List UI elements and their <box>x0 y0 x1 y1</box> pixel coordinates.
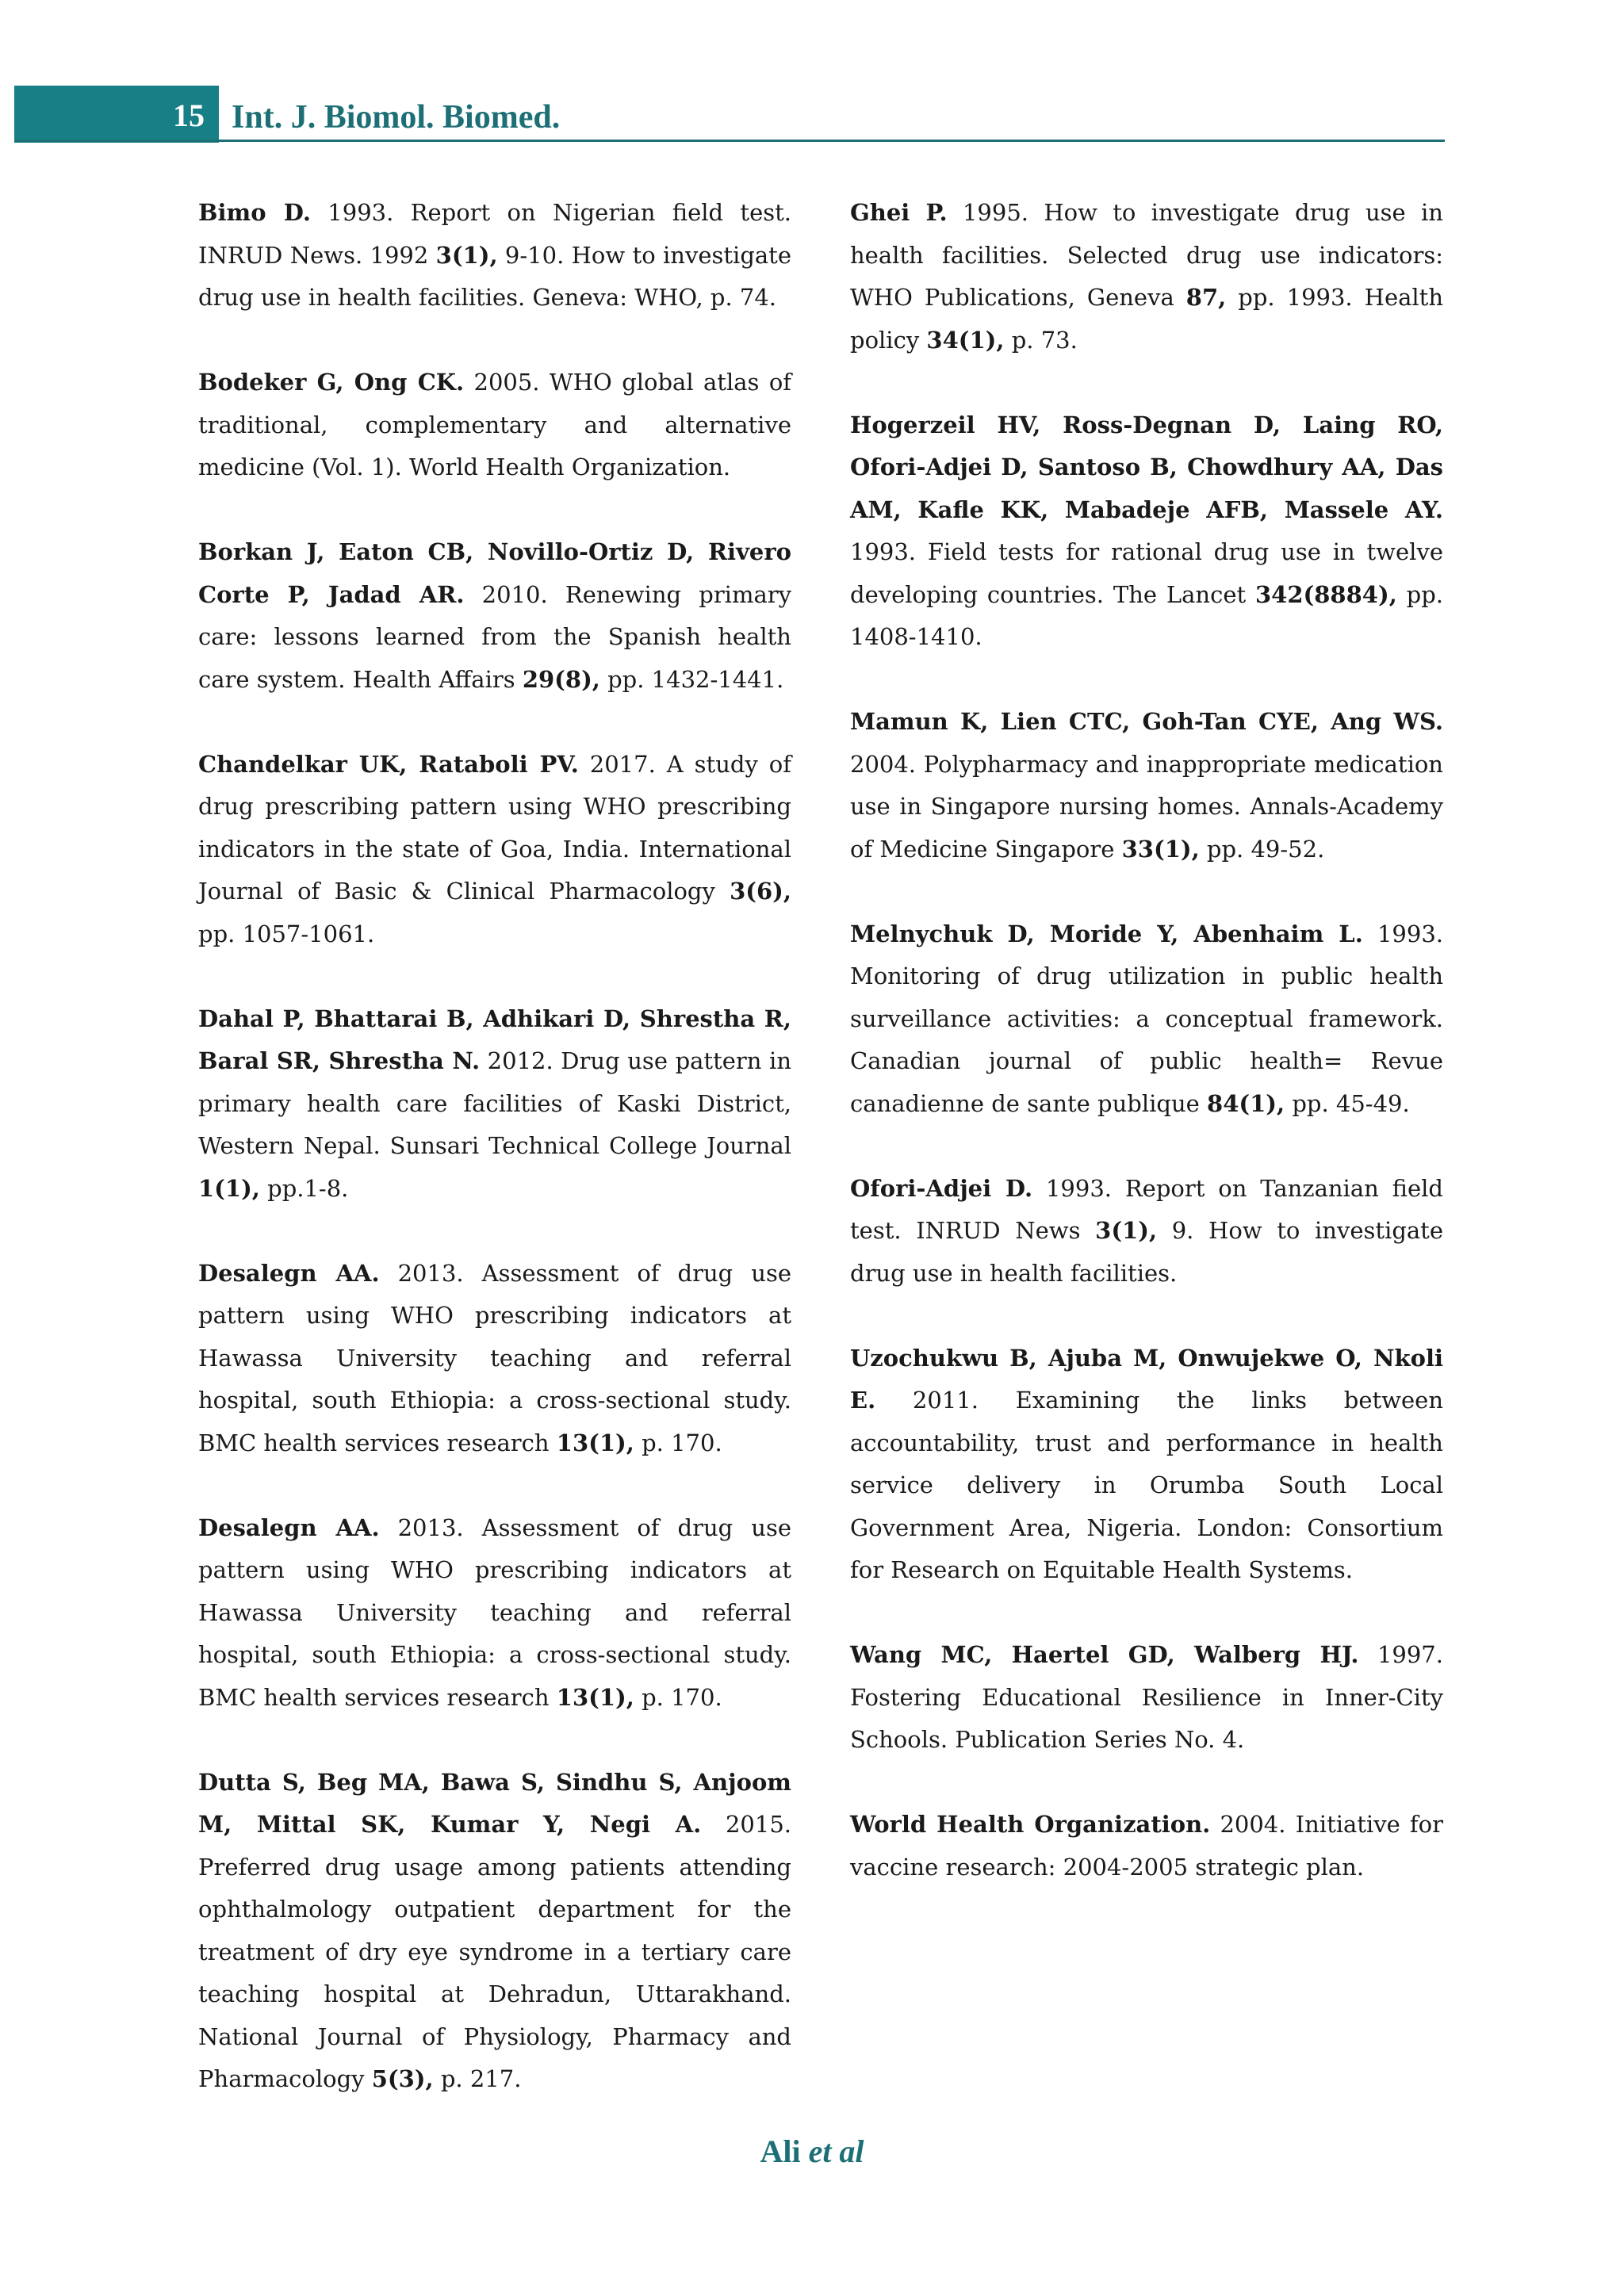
reference-text-continued: pp. 1993. Health policy <box>850 284 1444 354</box>
reference-entry <box>198 1507 791 1720</box>
reference-volume: 3(1), <box>435 241 498 269</box>
reference-text: 2013. Assessment of drug use pattern using WHO prescribing indicators at Hawassa University teaching and referral hospital, south Ethiopia: a cross-sectional study. BMC health services research <box>198 1259 791 1456</box>
reference-volume: 1(1), <box>198 1174 260 1202</box>
reference-text: 1993. Report on Nigerian field test. INRUD News. 1992 <box>198 199 791 269</box>
reference-authors: Melnychuk D, Moride Y, Abenhaim L. <box>850 920 1363 947</box>
reference-authors: Uzochukwu B, Ajuba M, Onwujekwe O, Nkoli E. <box>850 1344 1443 1414</box>
reference-authors: Bimo D. <box>198 199 311 226</box>
reference-entry <box>850 913 1443 1126</box>
reference-entry <box>198 192 791 320</box>
reference-pages: pp. 1408-1410. <box>850 580 1443 650</box>
reference-text: 2012. Drug use pattern in primary health care facilities of Kaski District, Western Nepal. Sunsari Technical College Journal <box>198 1047 791 1159</box>
reference-pages: p. 217. <box>433 2065 522 2092</box>
reference-authors: Desalegn AA. <box>198 1513 380 1541</box>
reference-authors: Ofori-Adjei D. <box>850 1174 1033 1202</box>
reference-authors: Hogerzeil HV, Ross-Degnan D, Laing RO, Ofori-Adjei D, Santoso B, Chowdhury AA, Das AM, Kafle KK, Mabadeje AFB, Massele AY. <box>850 411 1443 523</box>
page-number: 15 <box>173 98 205 133</box>
reference-authors: Dutta S, Beg MA, Bawa S, Sindhu S, Anjoom M, Mittal SK, Kumar Y, Negi A. <box>198 1768 791 1838</box>
reference-text: 2011. Examining the links between accountability, trust and performance in health service delivery in Orumba South Local Government Area, Nigeria. London: Consortium for Research on Equitable Health Systems. <box>850 1387 1443 1583</box>
reference-text: 2005. WHO global atlas of traditional, complementary and alternative medicine (Vol. 1). World Health Organization. <box>198 369 792 480</box>
reference-text: 2015. Preferred drug usage among patients attending ophthalmology outpatient department for the treatment of dry eye syndrome in a tertiary care teaching hospital at Dehradun, Uttarakhand. National Journal of Physiology, Pharmacy and Pharmacology <box>198 1811 791 2092</box>
reference-text: 2004. Polypharmacy and inappropriate medication use in Singapore nursing homes. Annals-Academy of Medicine Singapore <box>850 750 1443 863</box>
reference-volume: 3(1), <box>1095 1217 1158 1244</box>
reference-authors: Borkan J, Eaton CB, Novillo-Ortiz D, Rivero Corte P, Jadad AR. <box>198 538 791 608</box>
reference-volume: 29(8), <box>522 665 600 693</box>
reference-authors: Chandelkar UK, Rataboli PV. <box>198 750 579 778</box>
reference-volume: 5(3), <box>371 2065 434 2092</box>
reference-authors: Desalegn AA. <box>198 1259 380 1287</box>
reference-text: 2013. Assessment of drug use pattern using WHO prescribing indicators at Hawassa University teaching and referral hospital, south Ethiopia: a cross-sectional study. BMC health services research <box>198 1513 791 1711</box>
reference-pages: p. 170. <box>634 1683 722 1711</box>
reference-text: 2017. A study of drug prescribing pattern using WHO prescribing indicators in the state of Goa, India. International Journal of Basic & Clinical Pharmacology <box>198 750 791 905</box>
footer-author <box>0 2133 1624 2170</box>
journal-title: Int. J. Biomol. Biomed. <box>232 99 561 136</box>
reference-text: 2004. Initiative for vaccine research: 2004-2005 strategic plan. <box>850 1811 1443 1881</box>
reference-pages: 9. How to investigate drug use in health facilities. <box>850 1217 1443 1287</box>
reference-entry <box>198 998 791 1211</box>
reference-entry <box>198 1253 791 1465</box>
reference-entry <box>198 531 791 701</box>
reference-pages: p. 170. <box>634 1429 722 1456</box>
reference-authors: Wang MC, Haertel GD, Walberg HJ. <box>850 1641 1359 1668</box>
reference-volume: 13(1), <box>556 1683 634 1711</box>
reference-volume: 33(1), <box>1121 835 1200 863</box>
reference-text: 1995. How to investigate drug use in health facilities. Selected drug use indicators: WHO Publications, Geneva <box>850 199 1443 311</box>
reference-entry <box>850 1804 1443 1888</box>
references-left-column <box>198 192 791 2143</box>
reference-volume: 3(6), <box>730 878 791 905</box>
references-right-column <box>850 192 1443 1931</box>
reference-text: 2010. Renewing primary care: lessons learned from the Spanish health care system. Health Affairs <box>198 580 791 693</box>
header-rule <box>14 140 1445 142</box>
reference-pages: 9-10. How to investigate drug use in health facilities. Geneva: WHO, p. 74. <box>198 241 792 311</box>
reference-authors: Ghei P. <box>850 199 948 226</box>
reference-volume: 87, <box>1185 284 1227 311</box>
reference-text: 1997. Fostering Educational Resilience in Inner-City Schools. Publication Series No. 4. <box>850 1641 1443 1753</box>
reference-authors: World Health Organization. <box>850 1811 1211 1838</box>
reference-text: 1993. Report on Tanzanian field test. INRUD News <box>850 1174 1443 1244</box>
reference-entry <box>850 192 1443 362</box>
reference-text: 1993. Monitoring of drug utilization in public health surveillance activities: a conceptual framework. Canadian journal of public health= Revue canadienne de sante publique <box>850 920 1443 1117</box>
reference-pages: pp. 49-52. <box>1199 835 1325 863</box>
footer-author-name: Ali <box>760 2133 801 2169</box>
reference-entry <box>850 1634 1443 1762</box>
reference-pages: pp.1-8. <box>259 1174 349 1202</box>
reference-entry <box>198 1762 791 2101</box>
reference-entry <box>850 1337 1443 1592</box>
footer-et-al: et al <box>808 2133 864 2169</box>
reference-volume: 342(8884), <box>1255 580 1397 608</box>
reference-volume: 13(1), <box>556 1429 634 1456</box>
reference-authors: Dahal P, Bhattarai B, Adhikari D, Shrestha R, Baral SR, Shrestha N. <box>198 1004 791 1074</box>
reference-entry <box>198 362 791 489</box>
reference-pages: pp. 1057-1061. <box>198 920 375 947</box>
reference-entry <box>850 404 1443 659</box>
reference-entry <box>850 701 1443 871</box>
reference-volume-second: 34(1), <box>926 326 1005 354</box>
reference-entry <box>850 1168 1443 1295</box>
reference-entry <box>198 744 791 956</box>
reference-authors: Bodeker G, Ong CK. <box>198 369 465 396</box>
reference-text: 1993. Field tests for rational drug use in twelve developing countries. The Lancet <box>850 538 1443 608</box>
reference-pages: pp. 45-49. <box>1285 1089 1410 1117</box>
reference-authors: Mamun K, Lien CTC, Goh-Tan CYE, Ang WS. <box>850 708 1443 735</box>
reference-volume: 84(1), <box>1207 1089 1285 1117</box>
reference-pages: pp. 1432-1441. <box>599 665 784 693</box>
reference-pages: p. 73. <box>1004 326 1078 354</box>
